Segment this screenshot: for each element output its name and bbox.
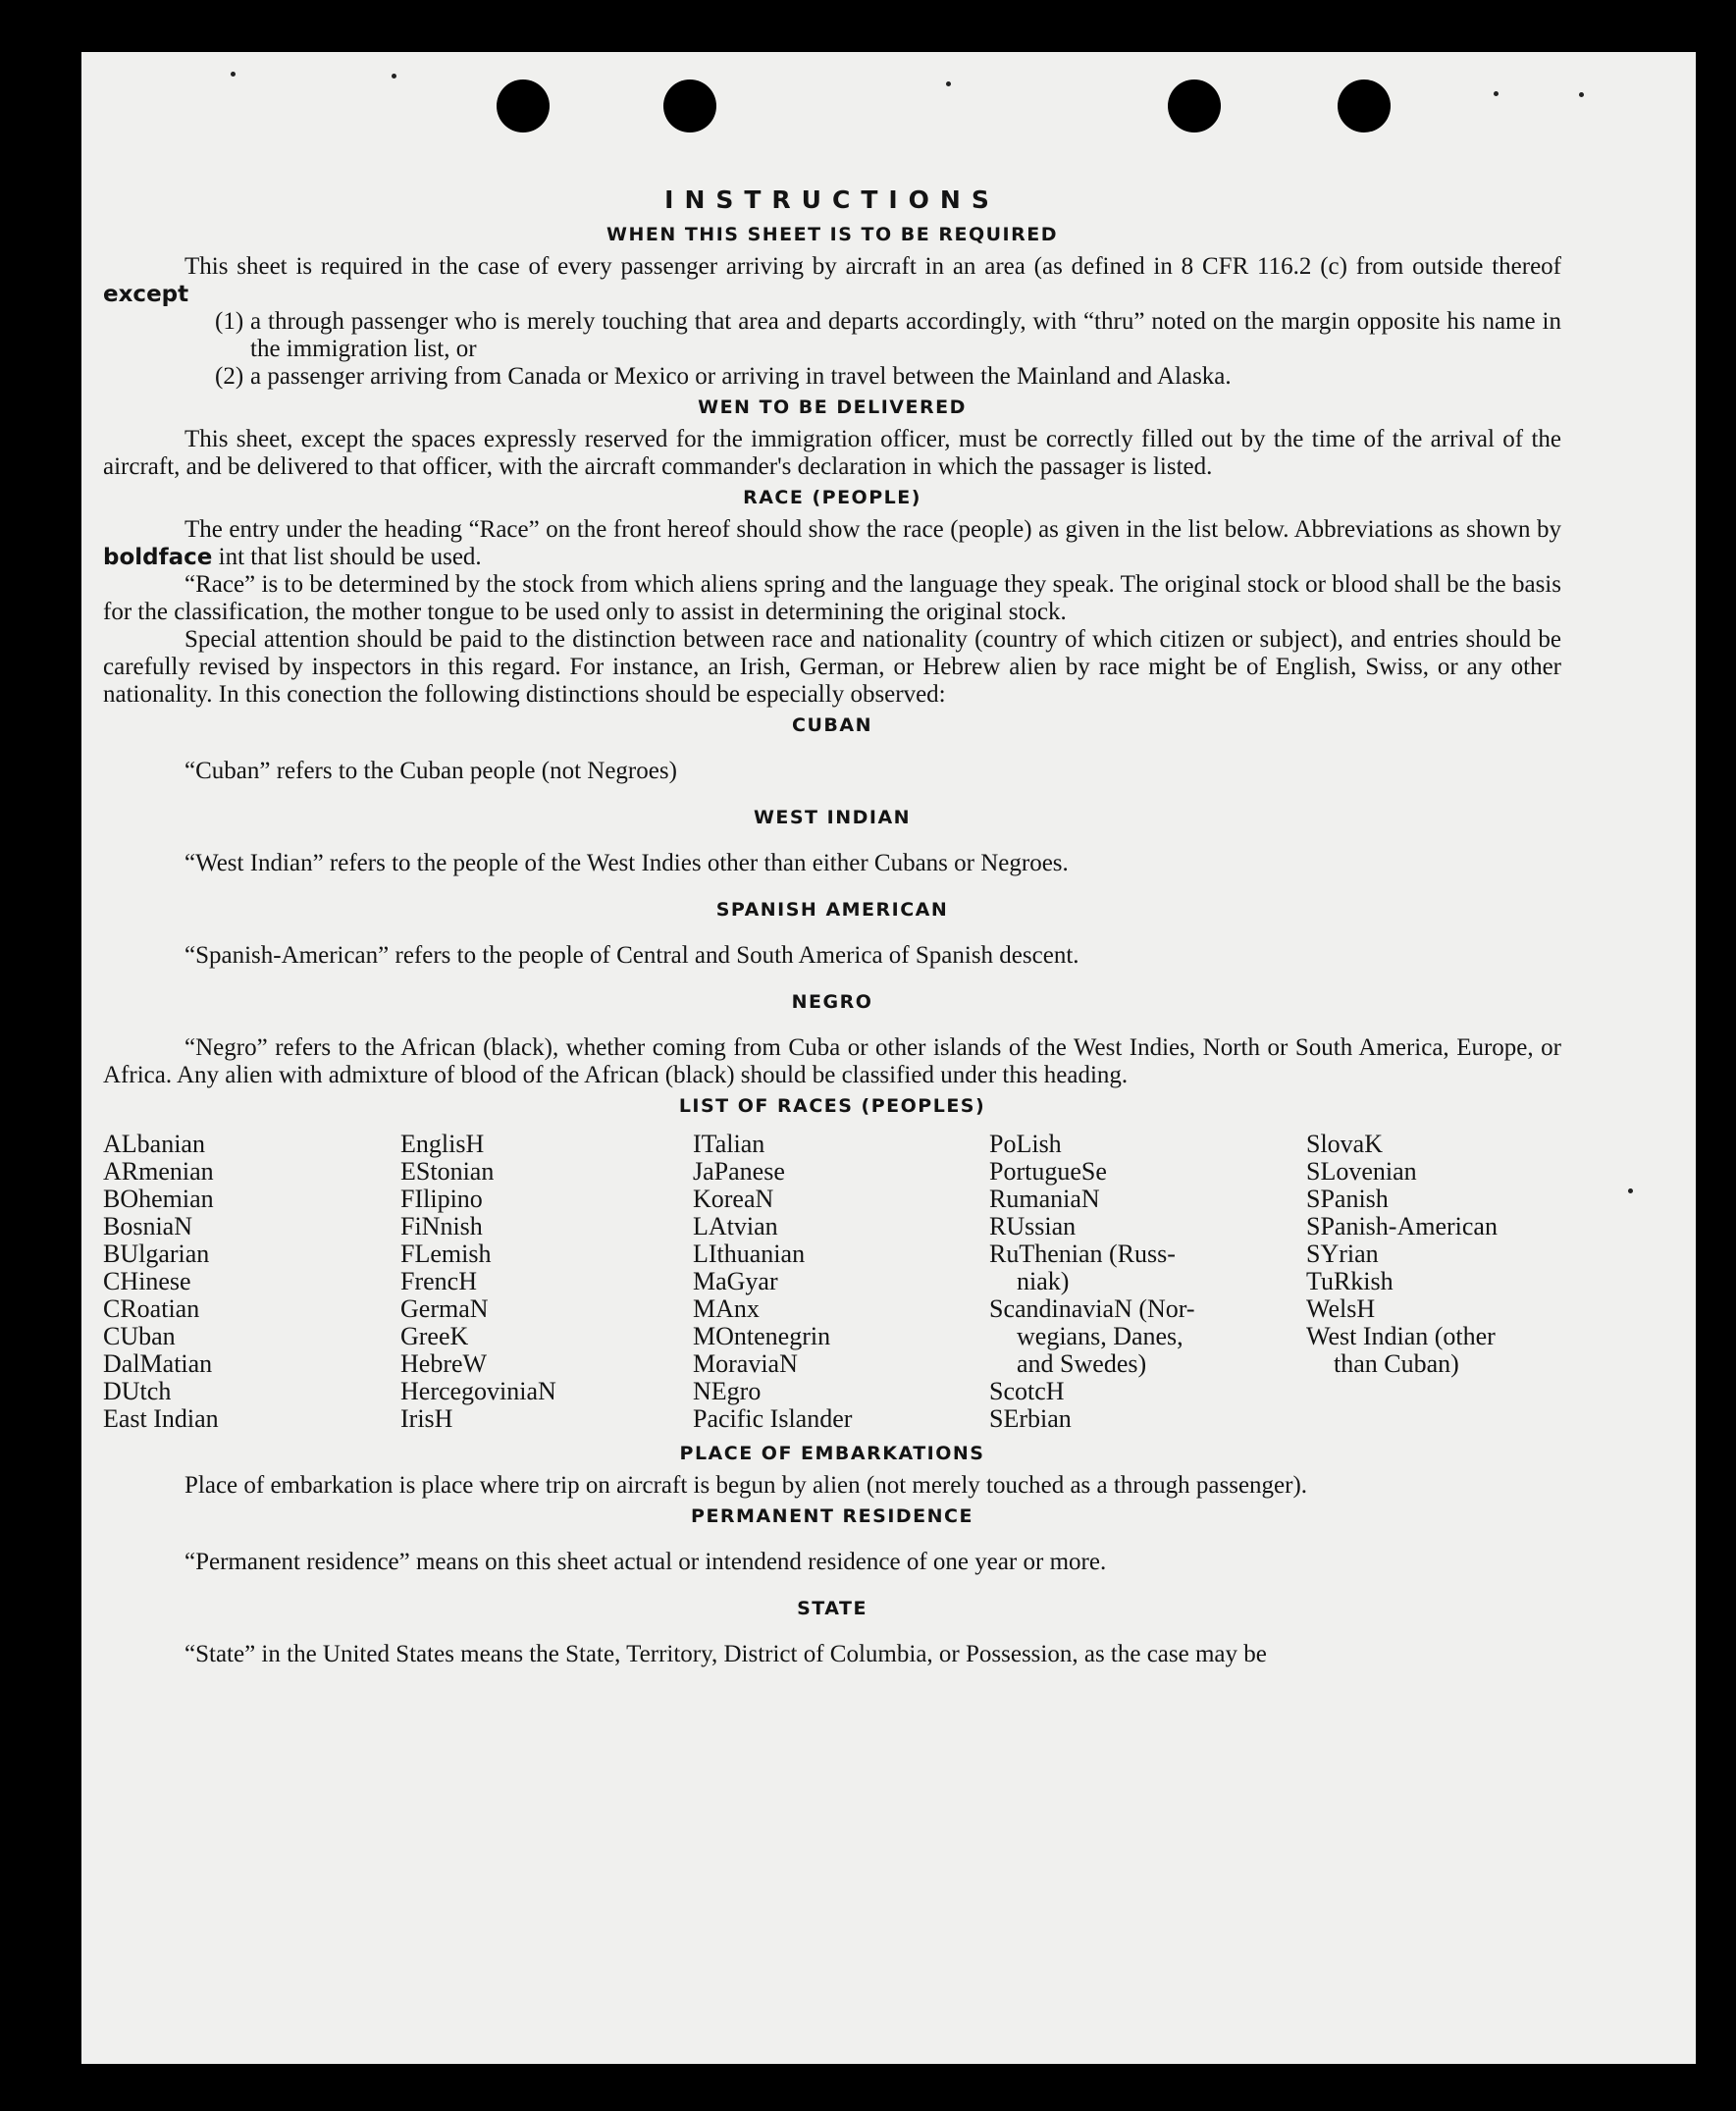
race-column [1306,1131,1561,1433]
race-entry: MAnx [693,1294,760,1323]
section-heading-embarkation: PLACE OF EMBARKATIONS [679,1443,985,1464]
race-entry: FIlipino [400,1185,483,1213]
race-entry: JaPanese [693,1157,785,1186]
race-entry: SLovenian [1306,1157,1417,1186]
race-entry: CRoatian [103,1294,200,1323]
race-paragraph: The entry under the heading “Race” on the front hereof should show the race (people) as given in the list below. Abbreviations as shown by boldface int that list should be used. [103,516,1561,570]
section-heading-state: STATE [797,1598,868,1619]
embarkation-text: Place of embarkation is place where trip on aircraft is begun by alien (not merely touched as a through passenger). [184,1472,1308,1499]
race-entry: West Indian (other [1306,1322,1496,1350]
speck [946,81,951,86]
state-text: “State” in the United States means the State, Territory, District of Columbia, or Possession, as the case may be [184,1641,1267,1667]
race-paragraph: Special attention should be paid to the distinction between race and nationality (country of which citizen or subject), and entries should be carefully revised by inspectors in this regard. For instance, an Irish, German, or Hebrew alien by race might be of English, Swiss, or any other nationality. In this conection the following distinctions should be especially observed: [103,626,1561,708]
speck [1494,91,1499,96]
section-heading-cuban: CUBAN [792,714,872,736]
race-entry: ALbanian [103,1130,205,1158]
section-heading-race: RACE (PEOPLE) [743,487,921,508]
speck [1579,92,1584,97]
race-entry: DalMatian [103,1349,213,1378]
when-required-intro: This sheet is required in the case of every passenger arriving by aircraft in an area (as defined in 8 CFR 116.2 (c) from outside thereof except [103,253,1561,307]
spanish-american-text: “Spanish-American” refers to the people of Central and South America of Spanish descent. [184,942,1079,969]
punch-hole [497,79,550,132]
document-page [81,52,1696,2064]
race-entry: Pacific Islander [693,1404,853,1433]
race-column [103,1131,400,1433]
race-entry: BUlgarian [103,1240,210,1268]
exception-item: (2) a passenger arriving from Canada or Mexico or arriving in travel between the Mainland and Alaska. [215,363,1232,390]
race-entry: PortugueSe [989,1157,1107,1186]
boldface-word: boldface [103,545,213,570]
cuban-text: “Cuban” refers to the Cuban people (not Negroes) [184,758,677,784]
race-entry: ITalian [693,1130,765,1158]
race-entry: MoraviaN [693,1349,798,1378]
race-entry: FrencH [400,1267,477,1295]
section-heading-when-delivered: WEN TO BE DELIVERED [698,396,967,418]
race-entry: HebreW [400,1349,488,1378]
race-entry: SPanish-American [1306,1212,1498,1240]
race-entry: NEgro [693,1377,762,1405]
race-entry-continuation: wegians, Danes, [1017,1322,1184,1350]
speck [392,74,396,79]
page-title: INSTRUCTIONS [664,185,1000,214]
race-entry: RumaniaN [989,1185,1100,1213]
race-entry: SPanish [1306,1185,1389,1213]
race-paragraph: “Race” is to be determined by the stock from which aliens spring and the language they speak. The original stock or blood shall be the basis for the classification, the mother tongue to be used only to assist in determining the original stock. [103,571,1561,625]
race-entry: MOntenegrin [693,1322,831,1350]
section-heading-when-required: WHEN THIS SHEET IS TO BE REQUIRED [605,224,1058,245]
race-entry: CUban [103,1322,176,1350]
race-entry: RUssian [989,1212,1077,1240]
race-entry: KoreaN [693,1185,774,1213]
race-entry-continuation: and Swedes) [1017,1349,1147,1378]
race-entry: HercegoviniaN [400,1377,556,1405]
race-entry: ScotcH [989,1377,1065,1405]
race-column [989,1131,1306,1433]
exception-item: (1) a through passenger who is merely touching that area and departs accordingly, with “thru” noted on the margin opposite his name in the immigration list, or [215,308,1561,362]
race-entry: LAtvian [693,1212,778,1240]
section-heading-permanent-residence: PERMANENT RESIDENCE [691,1505,973,1527]
race-entry: IrisH [400,1404,453,1433]
section-heading-west-indian: WEST INDIAN [753,807,912,828]
race-entry: EStonian [400,1157,495,1186]
race-entry-continuation: niak) [1017,1267,1070,1295]
race-column [693,1131,989,1433]
section-heading-negro: NEGRO [791,991,873,1013]
race-entry: DUtch [103,1377,172,1405]
race-column [400,1131,693,1433]
race-entry: LIthuanian [693,1240,806,1268]
punch-hole [663,79,716,132]
except-word: except [103,282,189,307]
race-entry: SErbian [989,1404,1072,1433]
west-indian-text: “West Indian” refers to the people of the West Indies other than either Cubans or Negroes. [184,850,1069,876]
race-entry: GreeK [400,1322,469,1350]
race-entry: GermaN [400,1294,489,1323]
residence-text: “Permanent residence” means on this sheet actual or intendend residence of one year or more. [184,1549,1107,1575]
race-list [103,1131,1561,1433]
negro-text: “Negro” refers to the African (black), whether coming from Cuba or other islands of the West Indies, North or South America, Europe, or Africa. Any alien with admixture of blood of the African (black) should be classified under this heading. [103,1034,1561,1088]
race-entry: ARmenian [103,1157,214,1186]
punch-hole [1168,79,1221,132]
race-entry: East Indian [103,1404,219,1433]
race-entry-continuation: than Cuban) [1334,1349,1459,1378]
race-entry: SYrian [1306,1240,1379,1268]
punch-hole [1338,79,1391,132]
race-entry: ScandinaviaN (Nor- [989,1294,1195,1323]
race-entry: CHinese [103,1267,191,1295]
race-entry: FLemish [400,1240,492,1268]
race-entry: BosniaN [103,1212,192,1240]
speck [1628,1188,1633,1193]
section-heading-list-of-races: LIST OF RACES (PEOPLES) [678,1095,986,1117]
race-entry: RuThenian (Russ- [989,1240,1176,1268]
section-heading-spanish-american: SPANISH AMERICAN [715,899,949,921]
race-entry: SlovaK [1306,1130,1383,1158]
race-entry: FiNnish [400,1212,483,1240]
instructions-text [103,185,1561,1668]
race-entry: MaGyar [693,1267,778,1295]
when-delivered-text: This sheet, except the spaces expressly reserved for the immigration officer, must be correctly filled out by the time of the arrival of the aircraft, and be delivered to that officer, with the aircraft commander's declaration in which the passager is listed. [103,426,1561,480]
speck [231,72,236,77]
race-entry: BOhemian [103,1185,214,1213]
race-entry: PoLish [989,1130,1062,1158]
race-entry: WelsH [1306,1294,1376,1323]
race-entry: TuRkish [1306,1267,1394,1295]
race-entry: EnglisH [400,1130,485,1158]
